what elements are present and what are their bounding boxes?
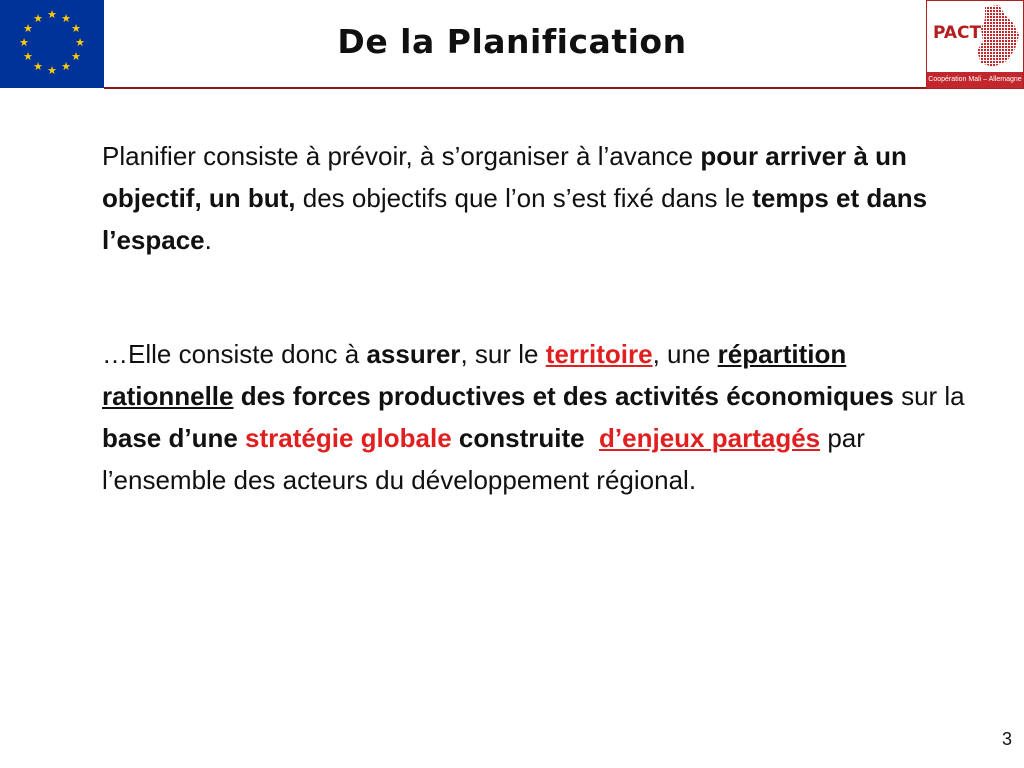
svg-text:★: ★ <box>71 50 81 63</box>
svg-text:★: ★ <box>75 36 85 49</box>
text-run: Planifier consiste à prévoir, à s’organiser à l’avance <box>102 141 701 171</box>
text-run-bold: temps et dans l’espace <box>102 183 928 255</box>
text-run-bold: pour arriver à un objectif, un but, <box>102 141 907 213</box>
text-run-bold: construite <box>451 423 592 453</box>
text-run-bold: des forces productives et des activités économiques <box>233 381 894 411</box>
svg-text:★: ★ <box>61 60 71 73</box>
svg-text:★: ★ <box>33 12 43 25</box>
text-run-bold: base d’une <box>102 423 246 453</box>
text-run-bold-underlined: répartition rationnelle <box>102 339 847 411</box>
title-divider <box>104 87 926 89</box>
svg-text:★: ★ <box>71 22 81 35</box>
svg-text:★: ★ <box>47 8 57 21</box>
svg-text:★: ★ <box>23 50 33 63</box>
text-run: , sur le <box>460 339 546 369</box>
paragraph-elaboration <box>102 333 972 501</box>
pact-tagline: Coopération Mali – Allemagne <box>927 72 1023 88</box>
text-run: par l’ensemble des acteurs du développement régional. <box>102 423 865 495</box>
svg-text:★: ★ <box>33 60 43 73</box>
text-run: …Elle consiste donc à <box>102 339 367 369</box>
svg-text:★: ★ <box>23 22 33 35</box>
paragraph-definition <box>102 135 972 261</box>
svg-text:★: ★ <box>47 64 57 77</box>
text-run: des objectifs que l’on s’est fixé dans le <box>295 183 753 213</box>
text-run: . <box>204 225 212 255</box>
pact-name: PACT <box>933 23 982 43</box>
slide-title: De la Planification <box>337 22 687 61</box>
text-run-red-underlined: d’enjeux partagés <box>599 423 821 453</box>
text-run: , une <box>652 339 718 369</box>
text-run-red-underlined: territoire <box>545 339 653 369</box>
pact-logo <box>926 0 1024 89</box>
text-run-red: stratégie globale <box>245 423 452 453</box>
text-run: sur la <box>893 381 965 411</box>
text-run-bold: assurer <box>366 339 461 369</box>
page-number: 3 <box>1001 729 1012 749</box>
svg-text:★: ★ <box>61 12 71 25</box>
svg-text:★: ★ <box>19 36 29 49</box>
